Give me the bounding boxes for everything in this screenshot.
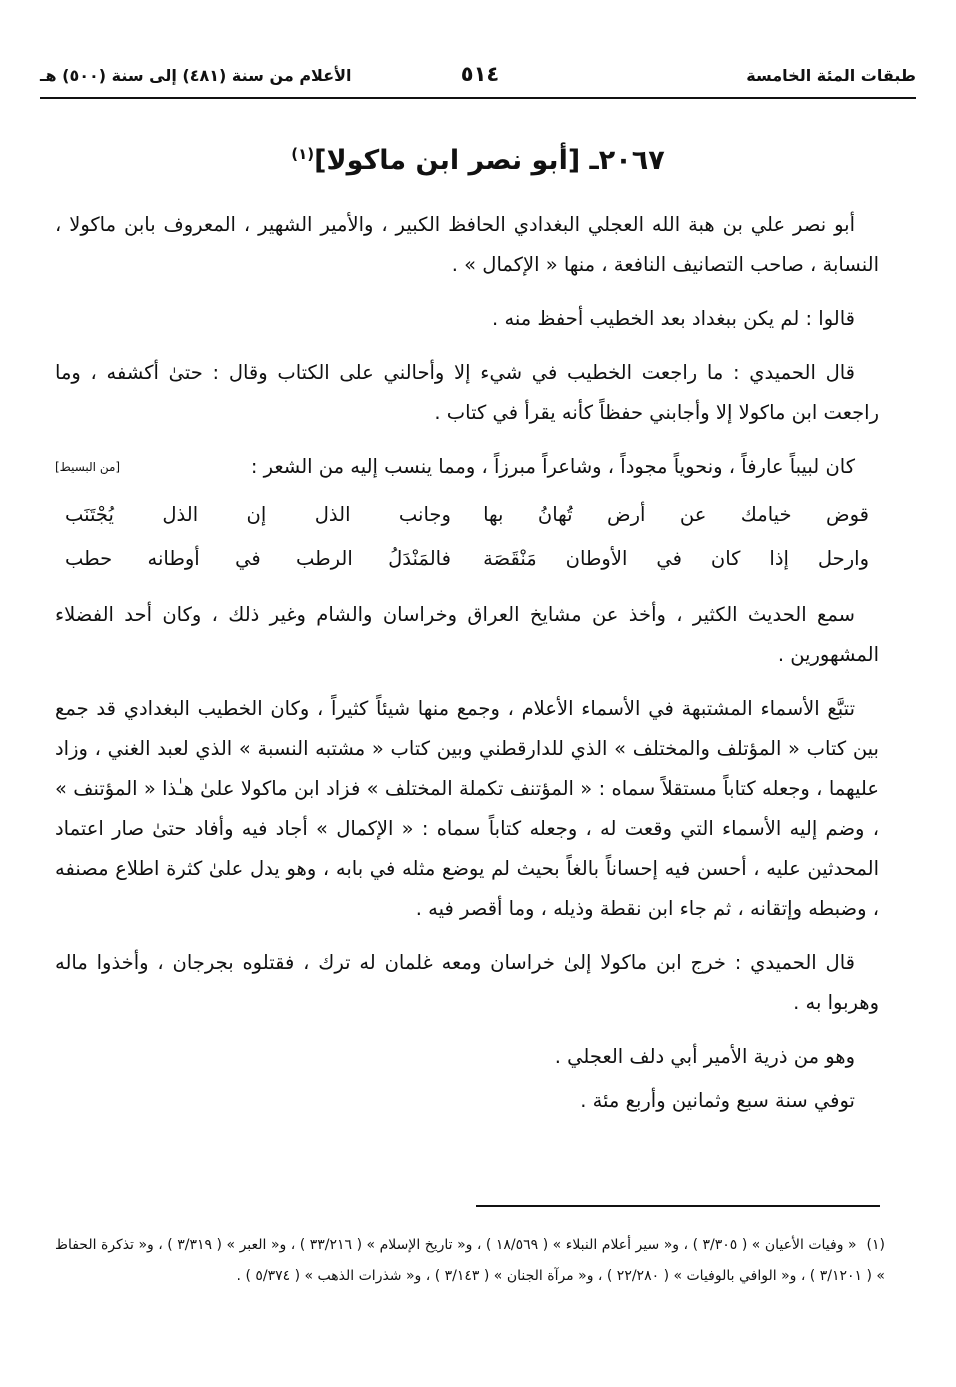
- poetry-intro-text: كان لبيباً عارفاً ، ونحوياً مجوداً ، وشاعراً مبرزاً ، ومما ينسب إليه من الشعر :: [250, 455, 855, 478]
- paragraph-humaidi-quote: قال الحميدي : ما راجعت الخطيب في شيء إلا وأحالني على الكتاب وقال : حتىٰ أكشفه ، وما راجعت ابن ماكولا إلا وأجابني حفظاً كأنه يقرأ في كتاب .: [55, 361, 879, 424]
- paragraph-death-year: توفي سنة سبع وثمانين وأربع مئة .: [580, 1089, 855, 1112]
- running-header: [40, 62, 916, 90]
- entry-body: [55, 205, 879, 1125]
- verse-first-hemistich: وارحل إذا كان في الأوطان مَنْقَصَة: [483, 547, 869, 570]
- footnote-number: (١): [866, 1237, 886, 1253]
- poem-verse: [65, 537, 869, 581]
- paragraph-death-account: قال الحميدي : خرج ابن ماكولا إلىٰ خراسان ومعه غلمان له ترك ، فقتلوه بجرجان ، وأخذوا ماله وهربوا به .: [55, 951, 879, 1014]
- footnote-divider: [476, 1205, 880, 1207]
- header-section-title: طبقات المئة الخامسة: [746, 66, 916, 85]
- verse-second-hemistich: وجانب الذل إن الذل يُجْتَنَب: [65, 503, 451, 526]
- paragraph-hadith: سمع الحديث الكثير ، وأخذ عن مشايخ العراق وخراسان والشام وغير ذلك ، وكان أحد الفضلاء المشهورين .: [55, 603, 879, 666]
- poem-meter-label: [من البسيط]: [55, 460, 121, 474]
- verse-second-hemistich: فالمَنْدَلُ الرطب في أوطانه حطب: [65, 547, 451, 570]
- paragraph-memory: قالوا : لم يكن ببغداد بعد الخطيب أحفظ منه .: [492, 307, 855, 330]
- paragraph-ikmal: تتبَّع الأسماء المشتبهة في الأسماء الأعلام ، وجمع منها شيئاً كثيراً ، وكان الخطيب البغدادي قد جمع بين كتاب « المؤتلف والمختلف » الذي للدارقطني وبين كتاب « مشتبه النسبة » الذي لعبد الغني ، وزاد عليهما ، وجعله كتاباً مستقلاً سماه : « المؤتنف تكملة المختلف » فزاد ابن ماكولا علىٰ هـٰذا « المؤتنف » ، وضم إليه الأسماء التي وقعت له ، وجعله كتاباً سماه : « الإكمال » أجاد فيه وأفاد حتىٰ صار اعتماد المحدثين عليه ، أحسن فيه إحساناً بالغاً بحيث لم يوضع مثله في بابه ، وهو يدل علىٰ كثرة اطلاع مصنفه ، وضبطه وإتقانه ، ثم جاء ابن نقطة وذيله ، وما أقصر فيه .: [55, 697, 879, 920]
- paragraph-intro: أبو نصر علي بن هبة الله العجلي البغدادي الحافظ الكبير ، والأمير الشهير ، المعروف بابن ماكولا ، النسابة ، صاحب التصانيف النافعة ، منها « الإكمال » .: [55, 213, 879, 276]
- header-divider: [40, 97, 916, 99]
- verse-first-hemistich: قوض خيامك عن أرض تُهانُ بها: [483, 503, 869, 526]
- paragraph-poetry-intro: [55, 447, 879, 487]
- poem-verse: [65, 493, 869, 537]
- title-footnote-ref: (١): [291, 145, 315, 163]
- entry-title: [40, 145, 916, 176]
- footnote-text: « وفيات الأعيان » ( ٣/٣٠٥ ) ، و« سير أعلام النبلاء » ( ١٨/٥٦٩ ) ، و« تاريخ الإسلام » ( ٣٣/٢١٦ ) ، و« العبر » ( ٣/٣١٩ ) ، و« تذكرة الحفاظ » ( ٣/١٢٠١ ) ، و« الوافي بالوفيات » ( ٢٢/٢٨٠ ) ، و« مرآة الجنان » ( ٣/١٤٣ ) ، و« شذرات الذهب » ( ٥/٣٧٤ ) .: [55, 1237, 885, 1284]
- paragraph-lineage: وهو من ذرية الأمير أبي دلف العجلي .: [554, 1045, 855, 1068]
- entry-title-text: ٢٠٦٧ـ [أبو نصر ابن ماكولا]: [314, 145, 665, 176]
- poem: [55, 493, 879, 581]
- footnotes: [55, 1230, 885, 1292]
- header-period-title: الأعلام من سنة (٤٨١) إلى سنة (٥٠٠) هـ: [40, 66, 352, 85]
- page-number: ٥١٤: [460, 62, 500, 86]
